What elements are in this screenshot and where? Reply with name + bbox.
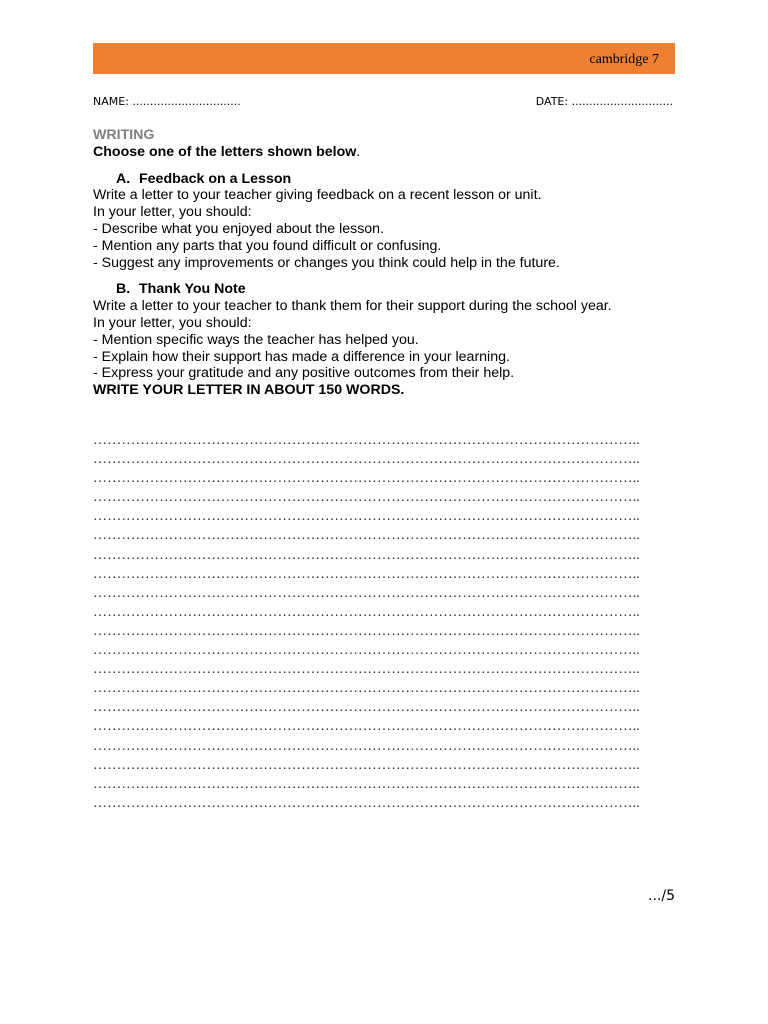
answer-line[interactable]: …………………………………………………………………………………………………….. xyxy=(93,700,640,716)
option-b-line: Write a letter to your teacher to thank them for their support during the school year. xyxy=(93,298,612,315)
option-b-line: - Express your gratitude and any positive outcomes from their help. xyxy=(93,365,515,382)
answer-line[interactable]: …………………………………………………………………………………………………….. xyxy=(93,471,640,487)
option-a xyxy=(93,171,683,272)
intro-line xyxy=(93,144,683,161)
option-a-line: - Describe what you enjoyed about the lesson. xyxy=(93,220,385,237)
name-field: NAME: ............................... xyxy=(93,95,241,108)
answer-line[interactable]: …………………………………………………………………………………………………….. xyxy=(93,604,640,620)
answer-line[interactable]: …………………………………………………………………………………………………….. xyxy=(93,681,640,697)
answer-line[interactable]: …………………………………………………………………………………………………….. xyxy=(93,585,640,601)
header-label: cambridge 7 xyxy=(589,52,659,67)
option-b xyxy=(93,281,683,382)
worksheet-content xyxy=(93,127,683,399)
answer-line[interactable]: …………………………………………………………………………………………………….. xyxy=(93,509,640,525)
option-b-title xyxy=(93,281,683,298)
answer-line[interactable]: …………………………………………………………………………………………………….. xyxy=(93,795,640,811)
option-a-line: In your letter, you should: xyxy=(93,204,252,221)
option-a-line: - Suggest any improvements or changes you think could help in the future. xyxy=(93,254,560,271)
option-a-line: Write a letter to your teacher giving feedback on a recent lesson or unit. xyxy=(93,187,542,204)
answer-line[interactable]: …………………………………………………………………………………………………….. xyxy=(93,776,640,792)
answer-line[interactable]: …………………………………………………………………………………………………….. xyxy=(93,662,640,678)
answer-line[interactable]: …………………………………………………………………………………………………….. xyxy=(93,623,640,639)
answer-line[interactable]: …………………………………………………………………………………………………….. xyxy=(93,566,640,582)
option-b-line: In your letter, you should: xyxy=(93,314,252,331)
option-a-title-text: Feedback on a Lesson xyxy=(139,170,292,187)
score-label: .../5 xyxy=(648,888,675,904)
section-label: WRITING xyxy=(93,127,155,143)
answer-line[interactable]: …………………………………………………………………………………………………….. xyxy=(93,433,640,448)
intro-text: Choose one of the letters shown below xyxy=(93,143,357,160)
answer-line[interactable]: …………………………………………………………………………………………………….. xyxy=(93,719,640,735)
option-a-line: - Mention any parts that you found difficult or confusing. xyxy=(93,237,442,254)
answer-line[interactable]: …………………………………………………………………………………………………….. xyxy=(93,643,640,659)
option-b-line: - Explain how their support has made a difference in your learning. xyxy=(93,348,510,365)
option-b-title-text: Thank You Note xyxy=(139,281,246,298)
option-a-letter: A. xyxy=(116,170,131,187)
date-field: DATE: ............................. xyxy=(535,95,673,108)
option-a-title xyxy=(93,171,683,188)
intro-end: . xyxy=(356,143,361,160)
option-b-letter: B. xyxy=(116,281,131,298)
answer-line[interactable]: …………………………………………………………………………………………………….. xyxy=(93,452,640,468)
answer-lines[interactable] xyxy=(93,431,678,813)
answer-line[interactable]: …………………………………………………………………………………………………….. xyxy=(93,528,640,544)
final-instruction: WRITE YOUR LETTER IN ABOUT 150 WORDS. xyxy=(93,382,405,399)
header-bar xyxy=(93,43,675,74)
answer-line[interactable]: …………………………………………………………………………………………………….. xyxy=(93,490,640,506)
answer-line[interactable]: …………………………………………………………………………………………………….. xyxy=(93,547,640,563)
answer-line[interactable]: …………………………………………………………………………………………………….. xyxy=(93,757,640,773)
option-b-line: - Mention specific ways the teacher has helped you. xyxy=(93,331,419,348)
answer-line[interactable]: …………………………………………………………………………………………………….. xyxy=(93,738,640,754)
